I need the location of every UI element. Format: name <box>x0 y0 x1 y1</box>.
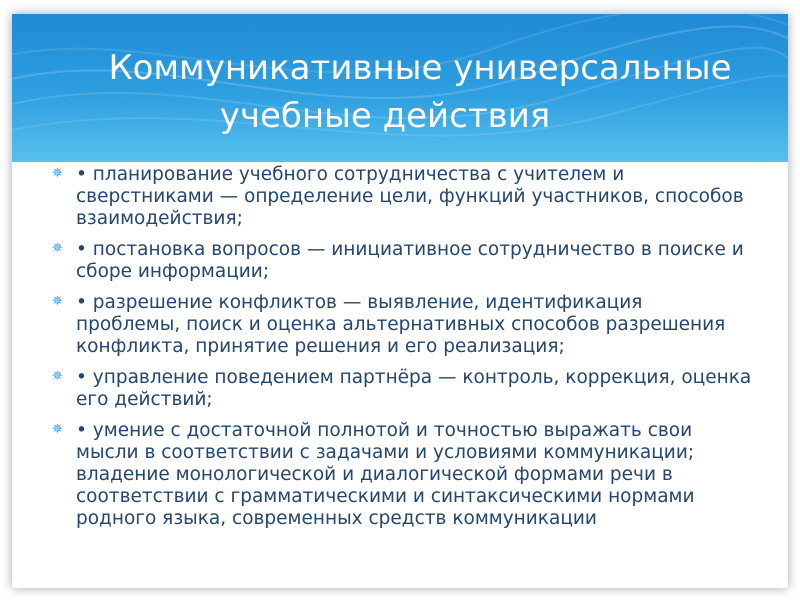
star-bullet-icon: ✵ <box>52 241 63 256</box>
list-item-text: • умение с достаточной полнотой и точностью выражать свои мысли в соответствии с задачами и условиями коммуникации; владение монологической и диалогической формами речи в соответствии с грамматическими и синтаксическими нормами родного языка, современных средств коммуникации <box>76 420 695 529</box>
list-item <box>52 239 752 283</box>
star-bullet-icon: ✵ <box>52 369 63 384</box>
slide-title <box>12 44 788 140</box>
title-line-1: Коммуникативные универсальные <box>108 48 732 88</box>
list-item-text: • разрешение конфликтов — выявление, идентификация проблемы, поиск и оценка альтернативных способов разрешения конфликта, принятие решения и его реализация; <box>76 292 726 357</box>
list-item-text: • планирование учебного сотрудничества с учителем и сверстниками — определение цели, функций участников, способов взаимодействия; <box>76 164 744 229</box>
list-item <box>52 367 752 411</box>
list-item <box>52 292 752 358</box>
list-item <box>52 164 752 230</box>
list-item <box>52 420 752 530</box>
slide-frame <box>12 14 788 588</box>
star-bullet-icon: ✵ <box>52 422 63 437</box>
list-item-text: • постановка вопросов — инициативное сотрудничество в поиске и сборе информации; <box>76 239 744 282</box>
star-bullet-icon: ✵ <box>52 294 63 309</box>
list-item-text: • управление поведением партнёра — контроль, коррекция, оценка его действий; <box>76 367 752 410</box>
title-band <box>12 14 788 162</box>
title-line-2: учебные действия <box>219 96 551 136</box>
bullet-list <box>52 164 752 539</box>
star-bullet-icon: ✵ <box>52 166 63 181</box>
